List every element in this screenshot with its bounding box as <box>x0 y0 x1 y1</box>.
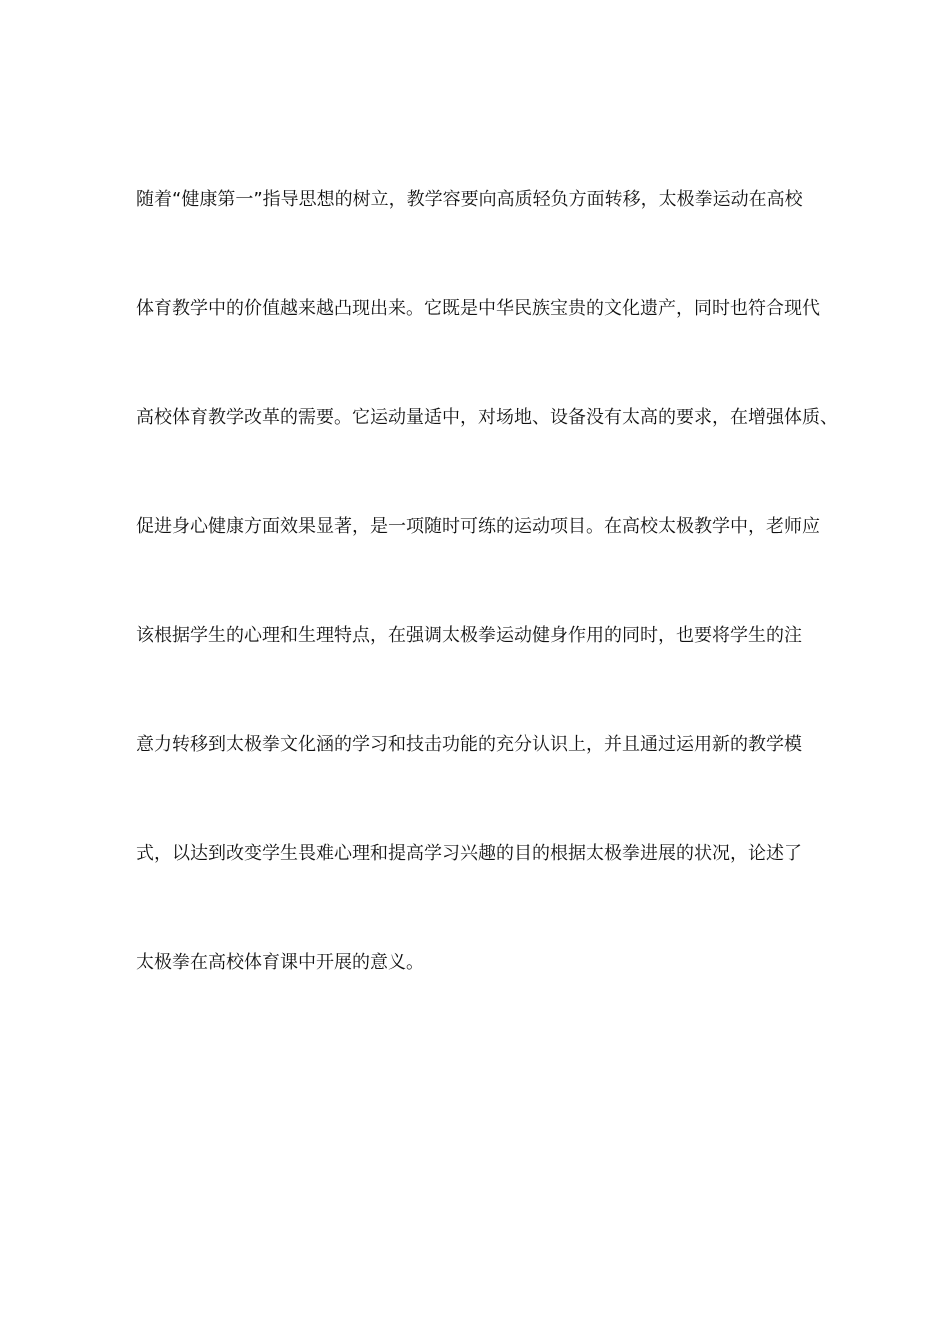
paragraph-line-6: 意力转移到太极拳文化涵的学习和技击功能的充分认识上，并且通过运用新的教学模 <box>136 734 802 755</box>
paragraph-line-7: 式，以达到改变学生畏难心理和提高学习兴趣的目的根据太极拳进展的状况，论述了 <box>136 843 802 864</box>
paragraph-line-1: 随着“健康第一”指导思想的树立，教学容要向高质轻负方面转移，太极拳运动在高校 <box>136 189 803 210</box>
paragraph-line-5: 该根据学生的心理和生理特点，在强调太极拳运动健身作用的同时，也要将学生的注 <box>136 625 802 646</box>
paragraph-line-8: 太极拳在高校体育课中开展的意义。 <box>136 952 424 973</box>
paragraph-line-4: 促进身心健康方面效果显著，是一项随时可练的运动项目。在高校太极教学中，老师应 <box>136 516 820 537</box>
paragraph-line-3: 高校体育教学改革的需要。它运动量适中，对场地、设备没有太高的要求，在增强体质、 <box>136 407 838 428</box>
paragraph-line-2: 体育教学中的价值越来越凸现出来。它既是中华民族宝贵的文化遗产，同时也符合现代 <box>136 298 820 319</box>
